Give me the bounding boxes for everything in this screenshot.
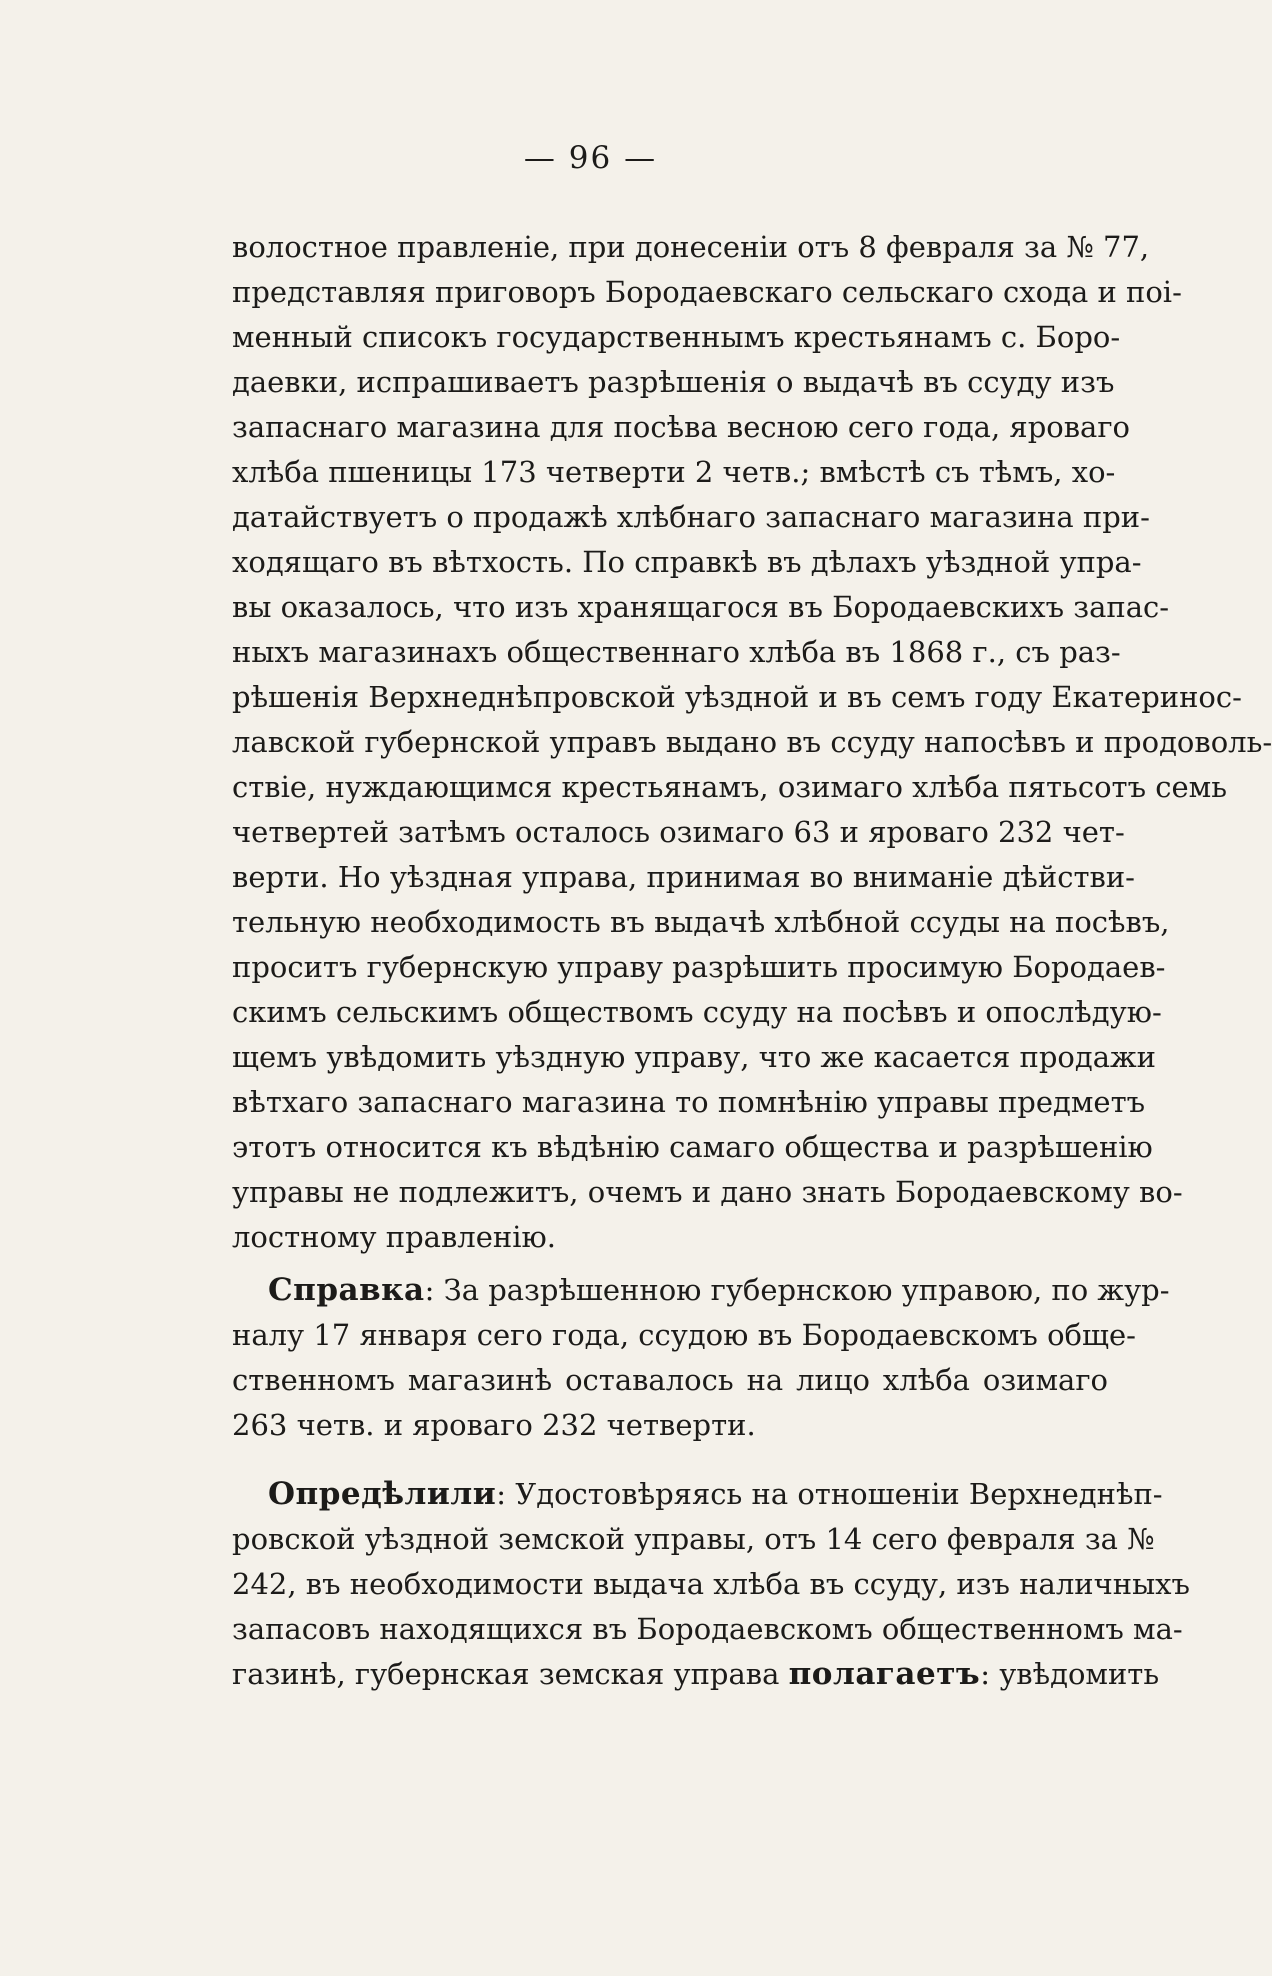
paragraph-gap — [232, 1448, 1108, 1472]
paragraph-spravka — [232, 1268, 1170, 1448]
text-line: даевки, испрашиваетъ разрѣшенія о выдачѣ въ ссуду изъ — [232, 365, 1115, 399]
spravka-heading: Справка — [268, 1272, 425, 1308]
text-line: запаснаго магазина для посѣва весною сего года, яроваго — [232, 410, 1130, 444]
opredelili-last-start: газинѣ, губернская земская управа — [232, 1657, 789, 1691]
polagaet-keyword: полагаетъ — [788, 1656, 981, 1692]
text-line: ствіе, нуждающимся крестьянамъ, озимаго хлѣба пятьсотъ семь — [232, 770, 1228, 804]
text-line: лостному правленію. — [232, 1220, 556, 1254]
text-line: менный списокъ государственнымъ крестьянамъ с. Боро- — [232, 320, 1121, 354]
text-line: хлѣба пшеницы 173 четверти 2 четв.; вмѣстѣ съ тѣмъ, хо- — [232, 455, 1116, 489]
text-line: проситъ губернскую управу разрѣшить просимую Бородаев- — [232, 950, 1166, 984]
text-line: ственномъ магазинѣ оставалось на лицо хлѣба озимаго — [232, 1363, 1108, 1397]
text-line: 242, въ необходимости выдача хлѣба въ ссуду, изъ наличныхъ — [232, 1567, 1190, 1601]
text-line: датайствуетъ о продажѣ хлѣбнаго запаснаго магазина при- — [232, 500, 1150, 534]
text-line: тельную необходимость въ выдачѣ хлѣбной ссуды на посѣвъ, — [232, 905, 1170, 939]
text-line: щемъ увѣдомить уѣздную управу, что же касается продажи — [232, 1040, 1156, 1074]
text-line: вѣтхаго запаснаго магазина то помнѣнію управы предметъ — [232, 1085, 1146, 1119]
text-line: четвертей затѣмъ осталось озимаго 63 и яроваго 232 чет- — [232, 815, 1125, 849]
text-line: волостное правленіе, при донесеніи отъ 8 февраля за № 77, — [232, 230, 1150, 264]
text-line: скимъ сельскимъ обществомъ ссуду на посѣвъ и опослѣдую- — [232, 995, 1162, 1029]
opredelili-last-end: : увѣдомить — [980, 1657, 1160, 1691]
paragraph-gap — [232, 1260, 1108, 1268]
text-line: управы не подлежитъ, очемъ и дано знать Бородаевскому во- — [232, 1175, 1183, 1209]
text-line: 263 четв. и яроваго 232 четверти. — [232, 1408, 756, 1442]
text-line — [232, 1472, 1163, 1517]
opredelili-first-line: : Удостовѣряясь на отношеніи Верхнеднѣп- — [496, 1477, 1163, 1511]
text-line: ровской уѣздной земской управы, отъ 14 сего февраля за № — [232, 1522, 1155, 1556]
text-line — [232, 1652, 1160, 1697]
text-line: ходящаго въ вѣтхость. По справкѣ въ дѣлахъ уѣздной упра- — [232, 545, 1142, 579]
text-line: ныхъ магазинахъ общественнаго хлѣба въ 1868 г., съ раз- — [232, 635, 1121, 669]
opredelili-heading: Опредѣлили — [268, 1476, 497, 1512]
text-line: этотъ относится къ вѣдѣнію самаго общества и разрѣшенію — [232, 1130, 1153, 1164]
page-number: — 96 — — [523, 140, 658, 176]
body-text — [232, 225, 1272, 1697]
text-line: верти. Но уѣздная управа, принимая во вниманіе дѣйстви- — [232, 860, 1135, 894]
paragraph-petition — [232, 225, 1272, 1260]
text-line: вы оказалось, что изъ хранящагося въ Бородаевскихъ запас- — [232, 590, 1170, 624]
text-line: рѣшенія Верхнеднѣпровской уѣздной и въ семъ году Екатеринос- — [232, 680, 1242, 714]
paragraph-opredelili — [232, 1472, 1190, 1697]
text-line: налу 17 января сего года, ссудою въ Бородаевскомъ обще- — [232, 1318, 1136, 1352]
text-line: запасовъ находящихся въ Бородаевскомъ общественномъ ма- — [232, 1612, 1183, 1646]
spravka-first-line: : За разрѣшенною губернскою управою, по жур- — [424, 1273, 1170, 1307]
text-line — [232, 1268, 1170, 1313]
text-line: представляя приговоръ Бородаевскаго сельскаго схода и поі- — [232, 275, 1182, 309]
text-line: лавской губернской управъ выдано въ ссуду напосѣвъ и продоволь- — [232, 725, 1272, 759]
